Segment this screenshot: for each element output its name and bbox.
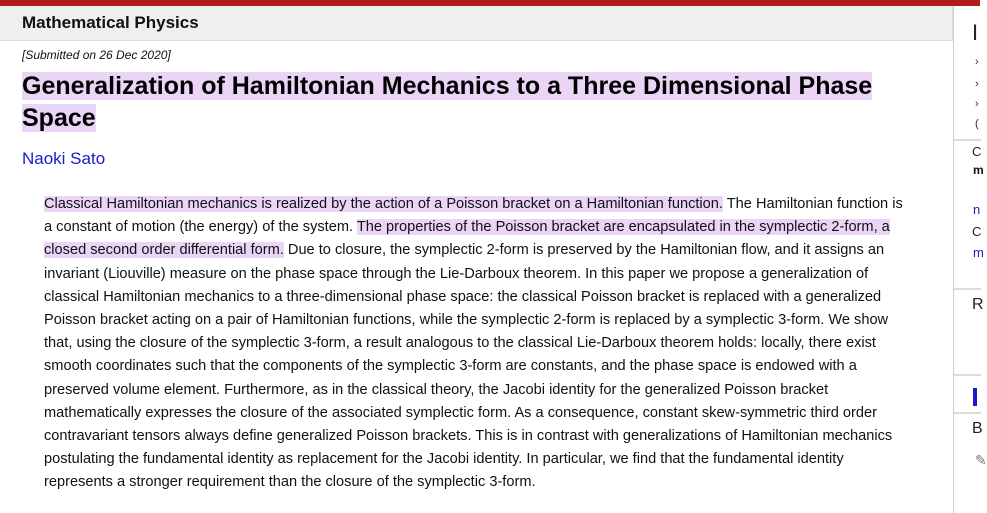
submission-dateline: [Submitted on 26 Dec 2020] <box>22 48 171 62</box>
sidebar-divider <box>954 412 981 414</box>
sidebar-bullet: › <box>975 78 979 90</box>
sidebar-section-fragment: B <box>972 420 983 437</box>
abstract <box>44 193 909 495</box>
abstract-page <box>0 6 953 513</box>
sidebar-heading-fragment: I <box>972 20 979 45</box>
sidebar-divider <box>954 288 981 290</box>
subject-label: Mathematical Physics <box>22 13 199 32</box>
sidebar-bullet: › <box>975 56 979 68</box>
sidebar-section-fragment: R <box>972 296 984 313</box>
sidebar-link-bar[interactable] <box>973 388 977 406</box>
sidebar-bullet: › <box>975 98 979 110</box>
author-link[interactable]: Naoki Sato <box>22 149 106 168</box>
sidebar-link-fragment[interactable]: m <box>973 245 984 260</box>
subject-header <box>0 6 953 41</box>
sidebar-divider <box>954 139 981 141</box>
abstract-highlight-2: The properties of the Poisson bracket are encapsulated in the symplectic 2-form, a closed second order differential form. <box>44 219 890 259</box>
sidebar-divider <box>954 374 981 376</box>
paper-title <box>22 70 922 134</box>
sidebar-icon-fragment: ✎ <box>975 452 987 468</box>
sidebar-bullet: ( <box>975 118 979 130</box>
paper-title-text: Generalization of Hamiltonian Mechanics to a Three Dimensional Phase Space <box>22 72 873 132</box>
right-sidebar <box>953 6 987 513</box>
sidebar-link-fragment[interactable]: n <box>973 202 981 217</box>
sidebar-fragment: m <box>973 163 984 177</box>
sidebar-fragment: C <box>972 144 982 159</box>
abstract-highlight-1: Classical Hamiltonian mechanics is realized by the action of a Poisson bracket on a Hamiltonian function. <box>44 196 723 212</box>
sidebar-fragment: C <box>972 224 982 239</box>
abstract-text-4: Due to closure, the symplectic 2-form is preserved by the Hamiltonian flow, and it assigns an invariant (Liouville) measure on the phase space through the Lie-Darboux theorem. In this paper we propose a generalization of classical Hamiltonian mechanics to a three-dimensional phase space: the classical Poisson bracket is replaced with a generalized Poisson bracket acting on a pair of Hamiltonian functions, while the symplectic 2-form is replaced by a symplectic 3-form. We show that, using the closure of the symplectic 3-form, a result analogous to the classical Lie-Darboux theorem holds: locally, there exist smooth coordinates such that the components of the symplectic 3-form are constants, and the phase space is endowed with a preserved volume element. Furthermore, as in the classical theory, the Jacobi identity for the generalized Poisson bracket mathematically expresses the closure of the associated symplectic form. As a consequence, constant skew-symmetric third order contravariant tensors always define generalized Poisson brackets. This is in contrast with generalizations of Hamiltonian mechanics postulating the fundamental identity as replacement for the Jacobi identity. In particular, we find that the fundamental identity represents a stronger requirement than the closure of the symplectic 3-form. <box>44 242 893 491</box>
abstract-text-2: The Hamiltonian function is a constant of motion (the energy) of the system. <box>44 196 903 236</box>
